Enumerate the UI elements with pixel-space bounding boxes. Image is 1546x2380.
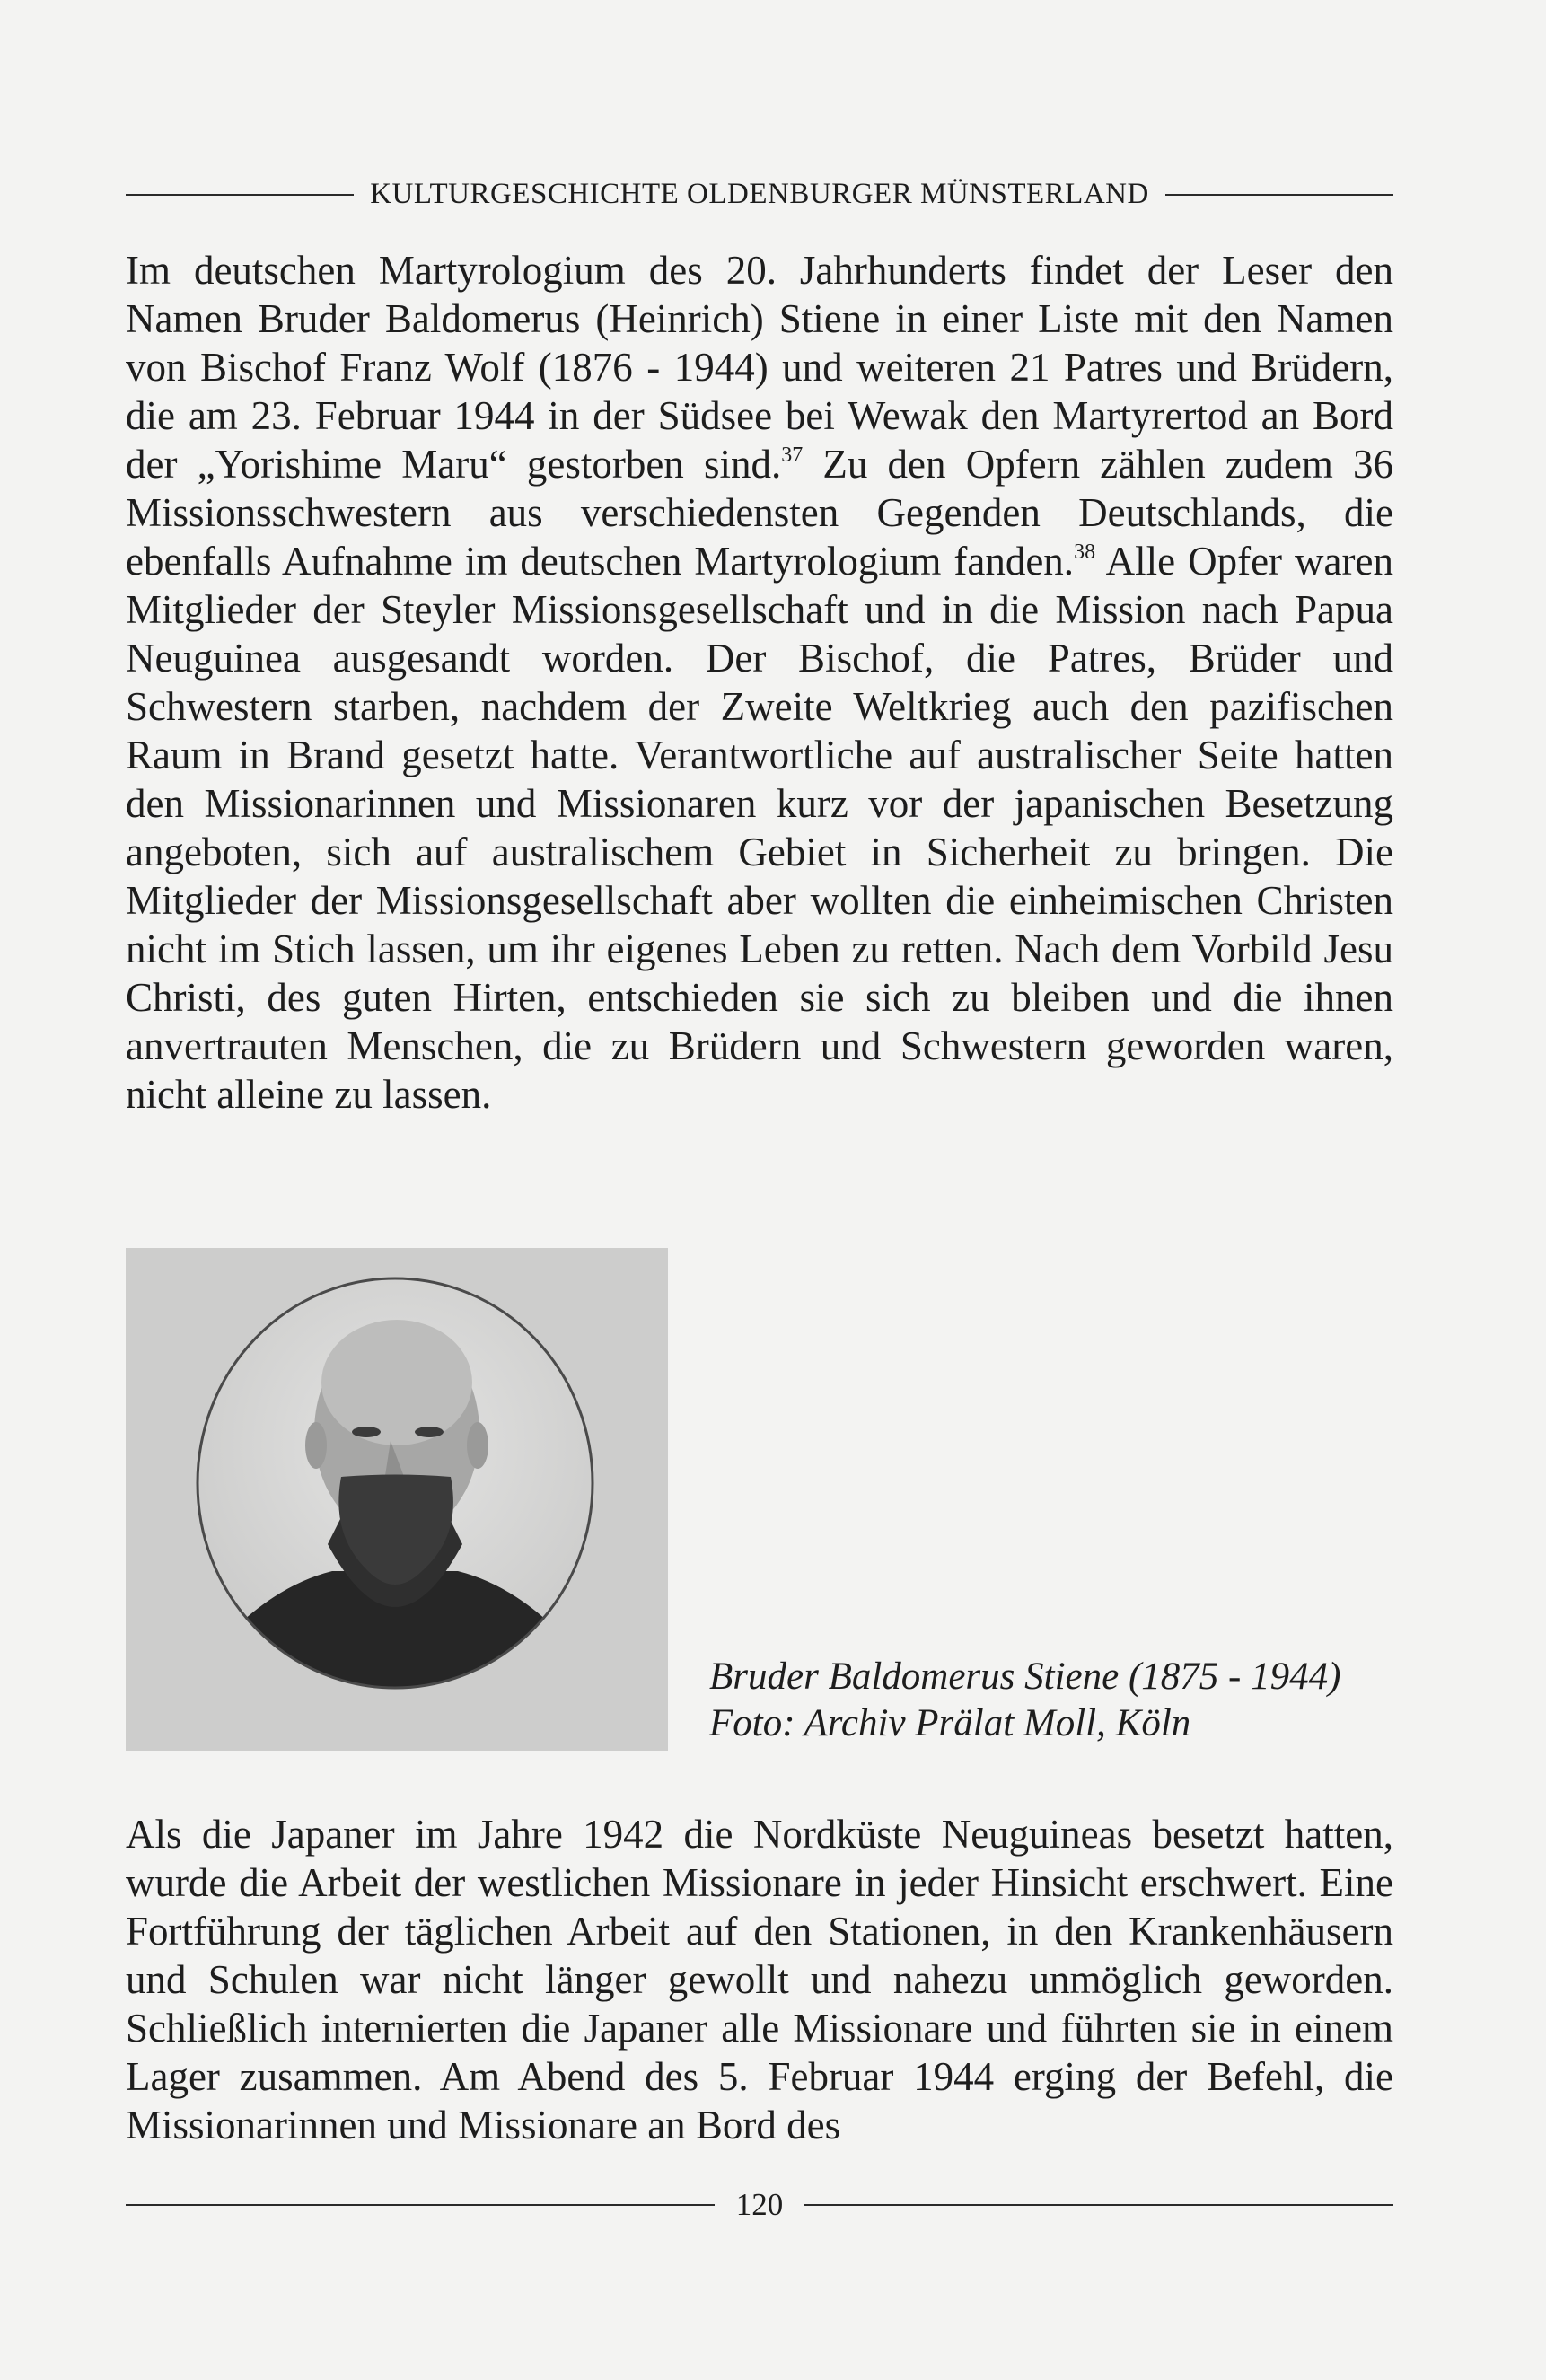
paragraph-text: Im deutschen Martyrologium des 20. Jahrhunderts findet der Leser den Namen Bruder Baldomerus (Heinrich) Stiene in einer Liste mit den Namen von Bischof Franz Wolf (1876 - 1944) und weiteren 21 Patres und Brüdern, die am 23. Februar 1944 in der Südsee bei Wewak den Martyrertod an Bord der „Yorishime Maru“ gestorben sind. xyxy=(126,248,1393,487)
portrait-image xyxy=(126,1248,668,1751)
footer-rule-left xyxy=(126,2204,715,2206)
caption-line-2: Foto: Archiv Prälat Moll, Köln xyxy=(709,1702,1191,1744)
caption-line-1: Bruder Baldomerus Stiene (1875 - 1944) xyxy=(709,1655,1341,1698)
body-paragraph-2 xyxy=(126,1810,1393,2149)
page-footer xyxy=(126,2187,1393,2223)
page-number: 120 xyxy=(735,2187,784,2222)
running-header xyxy=(126,178,1393,211)
footer-rule-right xyxy=(804,2204,1393,2206)
footnote-ref-38: 38 xyxy=(1074,540,1096,564)
portrait-photo xyxy=(126,1248,668,1751)
paragraph-text: Als die Japaner im Jahre 1942 die Nordküste Neuguineas besetzt hatten, wurde die Arbeit der westlichen Missionare in jeder Hinsicht erschwert. Eine Fortführung der täglichen Arbeit auf den Stationen, in den Krankenhäusern und Schulen war nicht länger gewollt und nahezu unmöglich geworden. Schließlich internierten die Japaner alle Missionare und führten sie in einem Lager zusammen. Am Abend des 5. Februar 1944 erging der Befehl, die Missionarinnen und Missionare an Bord des xyxy=(126,1812,1393,2147)
header-rule-left xyxy=(126,194,354,196)
photo-caption xyxy=(709,1654,1340,1747)
running-header-title: KULTURGESCHICHTE OLDENBURGER MÜNSTERLAND xyxy=(370,178,1149,210)
body-paragraph-1 xyxy=(126,246,1393,1119)
footnote-ref-37: 37 xyxy=(781,444,804,467)
paragraph-text: Zu den Opfern zählen zudem 36 Missionsschwestern aus verschiedensten Gegenden Deutschlands, die ebenfalls Aufnahme im deutschen Martyrologium fanden. xyxy=(126,442,1394,584)
paragraph-text: Alle Opfer waren Mitglieder der Steyler Missionsgesellschaft und in die Mission nach Papua Neuguinea ausgesandt worden. Der Bischof, die Patres, Brüder und Schwestern starben, nachdem der Zweite Weltkrieg auch den pazifischen Raum in Brand gesetzt hatte. Verantwortliche auf australischer Seite hatten den Missionarinnen und Missionaren kurz vor der japanischen Besetzung angeboten, sich auf australischem Gebiet in Sicherheit zu bringen. Die Mitglieder der Missionsgesellschaft aber wollten die einheimischen Christen nicht im Stich lassen, um ihr eigenes Leben zu retten. Nach dem Vorbild Jesu Christi, des guten Hirten, entschieden sie sich zu bleiben und die ihnen anvertrauten Menschen, die zu Brüdern und Schwestern geworden waren, nicht alleine zu lassen. xyxy=(126,539,1393,1117)
header-rule-right xyxy=(1165,194,1393,196)
